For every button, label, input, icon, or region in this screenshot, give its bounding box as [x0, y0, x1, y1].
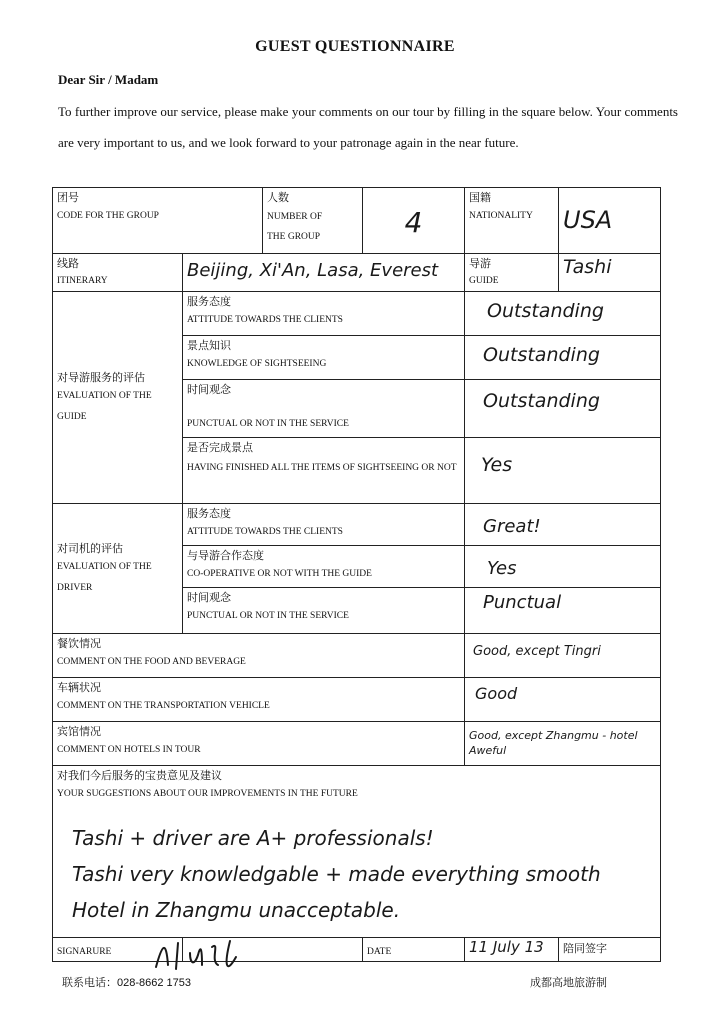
guide-eval-item-label [183, 336, 465, 380]
itinerary-value-cell[interactable] [183, 254, 465, 292]
itinerary-row [53, 254, 661, 292]
guide-eval-item-cn: 景点知识 [187, 340, 231, 352]
guide-eval-item-en: KNOWLEDGE OF SIGHTSEEING [187, 359, 327, 369]
comment-label-cn: 餐饮情况 [57, 638, 101, 650]
guide-eval-item-cn: 是否完成景点 [187, 442, 253, 454]
driver-eval-item-value-cell[interactable] [465, 588, 661, 634]
guide-eval-item-en: PUNCTUAL OR NOT IN THE SERVICE [187, 419, 349, 429]
driver-eval-label-cell [53, 504, 183, 634]
guide-eval-item-value-cell[interactable] [465, 336, 661, 380]
itinerary-label-cn: 线路 [57, 258, 79, 270]
contact-phone: 联系电话：028-8662 1753 [62, 977, 192, 989]
page-title: GUEST QUESTIONNAIRE [255, 38, 455, 55]
guide-eval-label-en: EVALUATION OF THE GUIDE [57, 390, 152, 422]
guide-eval-item-en: HAVING FINISHED ALL THE ITEMS OF SIGHTSEEING OR NOT [187, 463, 457, 473]
comment-value: Good [475, 684, 518, 703]
comment-label-cell [53, 722, 465, 766]
driver-eval-item-value: Punctual [483, 592, 562, 613]
driver-eval-item-label [183, 504, 465, 546]
group-number-label-cell [263, 188, 363, 254]
signature-label: SIGNARURE [57, 947, 112, 957]
form-maker: 成都高地旅游制 [530, 977, 607, 989]
guide-eval-item-en: ATTITUDE TOWARDS THE CLIENTS [187, 315, 343, 325]
group-code-label-cn: 团号 [57, 192, 79, 204]
guide-eval-item-label [183, 292, 465, 336]
comment-label-en: COMMENT ON THE TRANSPORTATION VEHICLE [57, 701, 270, 711]
date-value-cell[interactable] [465, 938, 559, 962]
driver-eval-item-value: Yes [487, 558, 517, 579]
comment-value: Good, except Tingri [473, 644, 601, 659]
itinerary-label-en: ITINERARY [57, 276, 108, 286]
driver-eval-item-en: CO-OPERATIVE OR NOT WITH THE GUIDE [187, 569, 372, 579]
nationality-label-en: NATIONALITY [469, 211, 533, 221]
nationality-value: USA [563, 206, 613, 234]
driver-eval-item-label [183, 588, 465, 634]
suggestions-handwriting [72, 820, 692, 928]
comment-value-cell[interactable] [465, 722, 661, 766]
driver-eval-label-cn: 对司机的评估 [57, 542, 123, 555]
group-number-value-cell[interactable] [363, 188, 465, 254]
group-number-label-en-1: NUMBER OF [267, 212, 323, 222]
guide-eval-row [53, 292, 661, 336]
driver-eval-item-value-cell[interactable] [465, 546, 661, 588]
driver-eval-row [53, 504, 661, 546]
guide-eval-item-value-cell[interactable] [465, 292, 661, 336]
itinerary-value: Beijing, Xi'An, Lasa, Everest [187, 260, 439, 281]
driver-eval-item-cn: 与导游合作态度 [187, 550, 264, 562]
driver-eval-item-value-cell[interactable] [465, 504, 661, 546]
guide-eval-item-cn: 时间观念 [187, 384, 231, 396]
guide-label-cn: 导游 [469, 258, 491, 270]
suggestions-label-cn: 对我们今后服务的宝贵意见及建议 [57, 770, 222, 782]
driver-eval-item-cn: 时间观念 [187, 592, 231, 604]
guide-eval-item-value: Outstanding [483, 344, 600, 366]
escort-signature-label: 陪同签字 [563, 943, 607, 955]
guide-eval-item-value-cell[interactable] [465, 438, 661, 504]
itinerary-label-cell [53, 254, 183, 292]
group-number-value: 4 [404, 206, 423, 239]
guide-eval-item-value: Yes [481, 454, 513, 476]
comment-label-cn: 车辆状况 [57, 682, 101, 694]
comment-row-hotels [53, 722, 661, 766]
driver-eval-item-en: PUNCTUAL OR NOT IN THE SERVICE [187, 611, 349, 621]
date-value: 11 July 13 [469, 938, 544, 956]
driver-eval-item-value: Great! [483, 516, 541, 537]
comment-row-vehicle [53, 678, 661, 722]
guide-eval-item-cn: 服务态度 [187, 296, 231, 308]
signature-row [53, 938, 661, 962]
guide-eval-item-label [183, 380, 465, 438]
handwritten-signature [150, 935, 260, 975]
comment-label-cell [53, 634, 465, 678]
suggestion-line: Tashi + driver are A+ professionals! [72, 826, 434, 850]
suggestion-line: Hotel in Zhangmu unacceptable. [72, 898, 401, 922]
suggestion-line: Tashi very knowledgable + made everything smooth [72, 862, 601, 886]
group-code-cell[interactable] [53, 188, 263, 254]
comment-value-cell[interactable] [465, 634, 661, 678]
guide-label-cell [465, 254, 559, 292]
nationality-label-cn: 国籍 [469, 192, 491, 204]
comment-label-en: COMMENT ON HOTELS IN TOUR [57, 745, 201, 755]
driver-eval-item-label [183, 546, 465, 588]
guide-label-en: GUIDE [469, 276, 499, 286]
guide-value-cell[interactable] [559, 254, 661, 292]
guide-eval-item-label [183, 438, 465, 504]
guide-eval-label-cn: 对导游服务的评估 [57, 371, 145, 384]
driver-eval-label-en: EVALUATION OF THE DRIVER [57, 561, 152, 593]
driver-eval-item-en: ATTITUDE TOWARDS THE CLIENTS [187, 527, 343, 537]
suggestions-label-en: YOUR SUGGESTIONS ABOUT OUR IMPROVEMENTS IN THE FUTURE [57, 789, 358, 799]
group-code-label-en: CODE FOR THE GROUP [57, 211, 159, 221]
salutation: Dear Sir / Madam [58, 72, 159, 87]
comment-value: Good, except Zhangmu - hotel Aweful [469, 729, 638, 757]
guide-eval-label-cell [53, 292, 183, 504]
driver-eval-item-cn: 服务态度 [187, 508, 231, 520]
comment-value-cell[interactable] [465, 678, 661, 722]
guide-eval-item-value: Outstanding [483, 390, 600, 412]
guide-eval-item-value: Outstanding [487, 300, 604, 322]
intro-paragraph: To further improve our service, please make your comments on our tour by filling in the square below. Your comments are very important to us, and we look forward to your patronage again in the near future. [58, 104, 678, 150]
group-info-row [53, 188, 661, 254]
comment-label-en: COMMENT ON THE FOOD AND BEVERAGE [57, 657, 246, 667]
group-number-label-en-2: THE GROUP [267, 232, 321, 242]
group-number-label-cn: 人数 [267, 192, 289, 204]
guide-value: Tashi [563, 256, 612, 278]
date-label: DATE [367, 947, 392, 957]
escort-signature-cell[interactable] [559, 938, 661, 962]
comment-row-food [53, 634, 661, 678]
date-label-cell [363, 938, 465, 962]
comment-label-cell [53, 678, 465, 722]
nationality-label-cell [465, 188, 559, 254]
nationality-value-cell[interactable] [559, 188, 661, 254]
guide-eval-item-value-cell[interactable] [465, 380, 661, 438]
comment-label-cn: 宾馆情况 [57, 726, 101, 738]
